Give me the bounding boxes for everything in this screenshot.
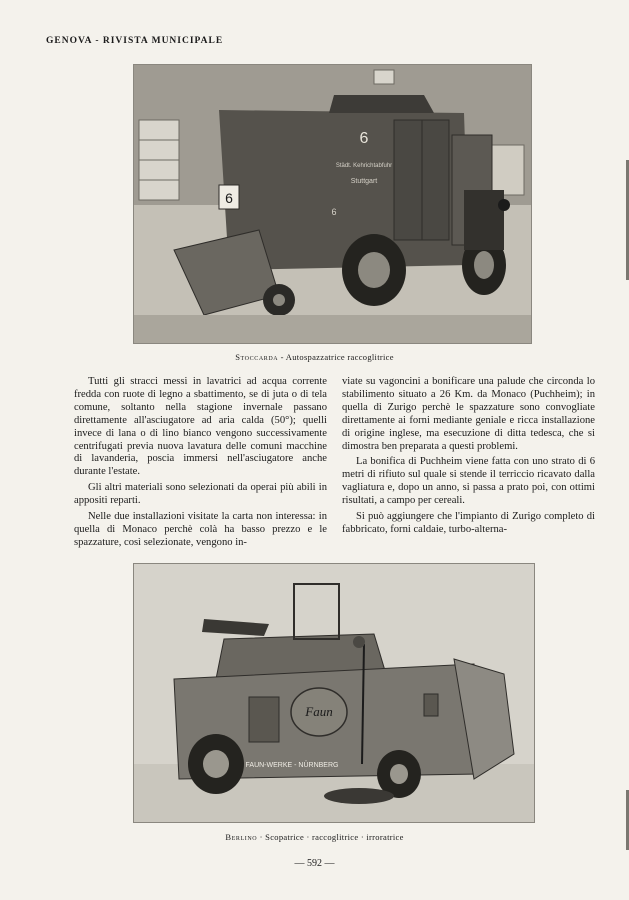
figure1-caption-sep: -	[278, 352, 286, 362]
paragraph: La bonifica di Puchheim viene fatta con uno strato di 6 metri di rifiuto sul quale si stende il terriccio ricavato dalla vagliatura e, dopo un anno, si passa a prato poi, con ottimi risultati, a campo per cereali.	[342, 456, 595, 507]
side-plate-number: 6	[225, 190, 233, 206]
figure2-caption-city: Berlino	[225, 832, 258, 842]
page-number: — 592 —	[294, 858, 335, 869]
figure2-caption-text: · Scopatrice · raccoglitrice · irroratrice	[257, 832, 404, 842]
figure1-caption	[0, 352, 629, 362]
paragraph: Nelle due installazioni visitate la carta non interessa: in quella di Monaco perchè colà ha basso prezzo e le spazzature, così selezionate, vengono in-	[74, 511, 327, 548]
figure1-caption-text: Autospazzatrice raccoglitrice	[285, 352, 394, 362]
truck-lettering-2: Stuttgart	[350, 178, 378, 185]
running-header: GENOVA - RIVISTA MUNICIPALE	[46, 36, 224, 46]
figure1-caption-city: Stoccarda	[235, 352, 279, 362]
truck-number: 6	[359, 130, 369, 147]
photo-berlin-sweeper	[133, 563, 535, 823]
text-column-left	[74, 376, 327, 550]
faun-side-lettering: FAUN-WERKE - NÜRNBERG	[245, 762, 339, 769]
faun-logo: Faun	[305, 704, 333, 719]
paragraph: viate su vagoncini a bonificare una palude che circonda lo stabilimento situato a 26 Km. da Monaco (Puchheim); in quella di Zurigo perchè le spazzature sono convogliate direttamente ai forni mediante geniale e ricca installazione di origine inglese, ma esecuzione di ditta tedesca, che si dimostra ben preparata a questi problemi.	[342, 376, 595, 452]
paragraph: Gli altri materiali sono selezionati da operai più abili in appositi reparti.	[74, 482, 327, 507]
truck-lettering-1: Städt. Kehrichtabfuhr	[335, 163, 393, 169]
paragraph: Si può aggiungere che l'impianto di Zurigo completo di fabbricato, forni caldaie, turbo-alterna-	[342, 511, 595, 535]
photo-stuttgart-street-sweeper	[133, 64, 532, 344]
truck-side-number: 6	[331, 207, 337, 217]
paragraph: Tutti gli stracci messi in lavatrici ad acqua corrente fredda con ruote di legno a sbattimento, se di juta o di tela comune, soltanto nella stagione invernale passano direttamente all'asciugatore ad aria calda (50°); quelli invece di lana o di lino bianco vengono successivamente centrifugati previa nuova lavatura delle comuni macchine di lavanderia, poscia immersi nell'asciugatore anche durante l'estate.	[74, 376, 327, 478]
text-column-right	[342, 376, 595, 537]
figure2-caption	[0, 832, 629, 842]
